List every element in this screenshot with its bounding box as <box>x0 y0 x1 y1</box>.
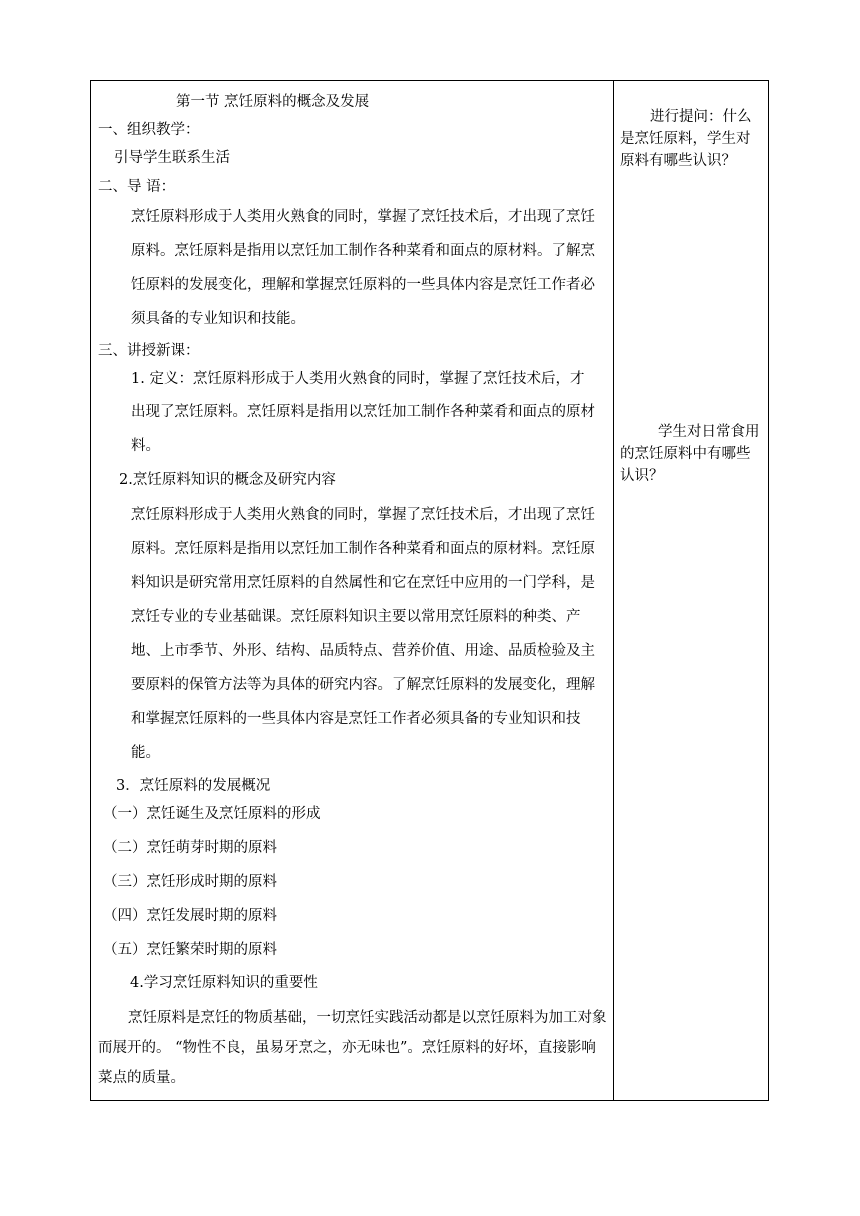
intro-paragraph: 烹饪原料形成于人类用火熟食的同时，掌握了烹饪技术后，才出现了烹饪原料。烹饪原料是指用以烹饪加工制作各种菜肴和面点的原材料。了解烹饪原料的发展变化，理解和掌握烹饪原料的一些具体内容是烹饪工作者必须具备的专业知识和技能。 <box>131 209 595 327</box>
sub-item: （四）烹饪发展时期的原料 <box>103 908 277 924</box>
side-note-question: 进行提问：什么是烹饪原料，学生对原料有哪些认识？ <box>620 109 752 169</box>
definition-line-1: 1. 定义：烹饪原料形成于人类用火熟食的同时，掌握了烹饪技术后，才 <box>131 371 585 387</box>
section-title: 第一节 烹饪原料的概念及发展 <box>176 94 370 110</box>
column-divider <box>613 80 614 1101</box>
item-2-paragraph: 烹饪原料形成于人类用火熟食的同时，掌握了烹饪技术后，才出现了烹饪原料。烹饪原料是指用以烹饪加工制作各种菜肴和面点的原材料。烹饪原料知识是研究常用烹饪原料的自然属性和它在烹饪中应用的一门学科，是烹饪专业的专业基础课。烹饪原料知识主要以常用烹饪原料的种类、产地、上市季节、外形、结构、品质特点、营养价值、用途、品质检验及主要原料的保管方法等为具体的研究内容。了解烹饪原料的发展变化，理解和掌握烹饪原料的一些具体内容是烹饪工作者必须具备的专业知识和技能。 <box>131 507 595 761</box>
side-note-awareness: 学生对日常食用的烹饪原料中有哪些认识？ <box>620 424 760 484</box>
heading-intro: 二、导 语： <box>98 179 176 195</box>
heading-new-lesson: 三、讲授新课： <box>98 343 200 359</box>
definition-rest: 出现了烹饪原料。烹饪原料是指用以烹饪加工制作各种菜肴和面点的原材料。 <box>131 404 595 454</box>
organize-text: 引导学生联系生活 <box>114 150 230 166</box>
sub-item: （二）烹饪萌芽时期的原料 <box>103 840 277 856</box>
item-3-heading: 3．烹饪原料的发展概况 <box>116 778 271 794</box>
sub-item: （一）烹饪诞生及烹饪原料的形成 <box>103 806 321 822</box>
item-2-heading: 2.烹饪原料知识的概念及研究内容 <box>119 472 336 488</box>
item-4-heading: 4.学习烹饪原料知识的重要性 <box>130 975 318 991</box>
heading-organize: 一、组织教学： <box>98 122 200 138</box>
sub-item: （五）烹饪繁荣时期的原料 <box>103 942 277 958</box>
sub-item: （三）烹饪形成时期的原料 <box>103 874 277 890</box>
item-4-paragraph: 烹饪原料是烹饪的物质基础，一切烹饪实践活动都是以烹饪原料为加工对象而展开的。 “物性不良，虽易牙烹之，亦无味也”。烹饪原料的好坏，直接影响菜点的质量。 <box>98 1010 607 1086</box>
